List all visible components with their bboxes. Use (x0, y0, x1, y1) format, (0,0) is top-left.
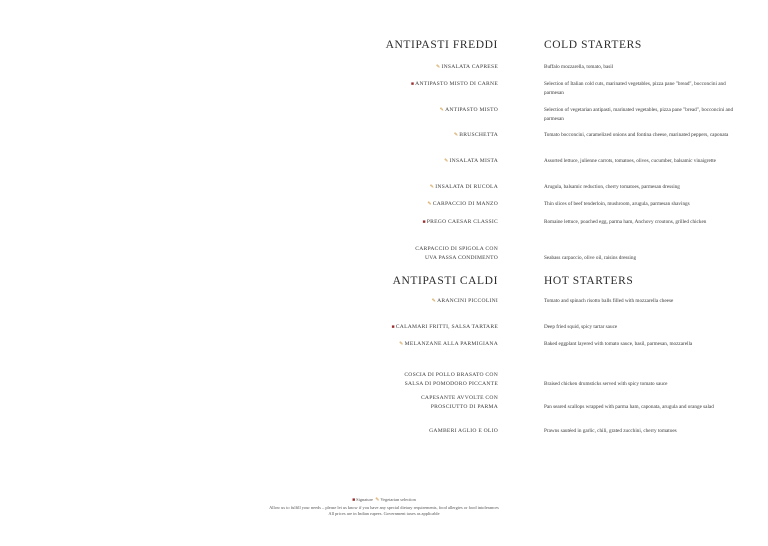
menu-item-description: Prawns sautéed in garlic, chili, grated zucchini, cherry tomatoes (544, 428, 677, 434)
fish-icon: ■ (352, 498, 356, 503)
menu-item-description: Assorted lettuce, julienne carrots, tomatoes, olives, cucumber, balsamic vinaigrette (544, 158, 716, 164)
menu-item-name: GAMBERI AGLIO E OLIO (429, 428, 498, 434)
vegetarian-icon: ✎ (429, 185, 435, 190)
menu-item-description: Deep fried squid, spicy tartar sauce (544, 324, 618, 330)
fish-icon: ■ (422, 220, 426, 225)
menu-item-description: Thin slices of beef tenderloin, mushroom, arugula, parmesan shavings (544, 201, 690, 207)
hot-starters-title-en: HOT STARTERS (544, 275, 634, 287)
menu-footer (0, 497, 768, 518)
vegetarian-icon: ✎ (431, 299, 437, 304)
menu-item-name: ■CALAMARI FRITTI, SALSA TARTARE (392, 323, 498, 333)
menu-item-description: Selection of Italian cold cuts, marinated vegetables, pizza pane "bread", bocconcini and parmesan (544, 81, 726, 96)
menu-item-description: Selection of vegetarian antipasti, marinated vegetables, pizza pane "bread", bocconcini and parmesan (544, 107, 734, 122)
menu-item-description: Romaine lettuce, poached egg, parma ham, Anchovy croutons, grilled chicken (544, 219, 707, 225)
fish-icon: ■ (410, 82, 415, 87)
menu-item-description: Arugula, balsamic reduction, cherry tomatoes, parmesan dressing (544, 184, 680, 190)
menu-item-name: CAPESANTE AVVOLTE CON PROSCIUTTO DI PARMA (420, 395, 498, 410)
menu-item-name: CARPACCIO DI SPIGOLA CON UVA PASSA CONDIMENTO (415, 246, 498, 261)
fish-icon: ■ (391, 325, 395, 330)
menu-item-description: Pan seared scallops wrapped with parma ham, caponata, arugula and orange salad (544, 403, 714, 410)
menu-item-name: ✎INSALATA CAPRESE (436, 63, 498, 73)
menu-item-description: Seabass carpaccio, olive oil, raisins dressing (544, 254, 637, 261)
vegetarian-icon: ✎ (453, 133, 459, 138)
menu-item-name: ✎MELANZANE ALLA PARMIGIANA (399, 340, 498, 350)
menu-item-description: Tomato bocconcini, caramelized onions and fontina cheese, marinated peppers, caponata (544, 132, 729, 138)
hot-starters-title-it: ANTIPASTI CALDI (392, 275, 498, 287)
cold-starters-title-it: ANTIPASTI FREDDI (385, 39, 498, 51)
menu-item-description: Braised chicken drumsticks served with spicy tomato sauce (544, 380, 668, 387)
vegetarian-icon: ✎ (436, 65, 441, 70)
menu-item-name: ✎ARANCINI PICCOLINI (432, 297, 498, 307)
menu-item-name: ✎INSALATA MISTA (444, 157, 498, 167)
cold-starters-title-en: COLD STARTERS (544, 39, 642, 51)
legend-veg-label: Vegetarian selection (380, 497, 416, 502)
vegetarian-icon: ✎ (427, 202, 432, 207)
menu-item-name: ✎CARPACCIO DI MANZO (427, 200, 498, 210)
menu-item-description: Baked eggplant layered with tomato sauce, basil, parmesan, mozzarella (544, 341, 693, 347)
menu-item-name: ■ANTIPASTO MISTO DI CARNE (411, 80, 498, 90)
footer-price-note: All prices are in Indian rupees. Government taxes as applicable (328, 511, 440, 516)
menu-item-name: ✎BRUSCHETTA (454, 131, 498, 141)
vegetarian-icon: ✎ (444, 159, 449, 164)
vegetarian-icon: ✎ (375, 498, 380, 503)
vegetarian-icon: ✎ (439, 108, 445, 113)
menu-item-name: ■PREGO CAESAR CLASSIC (423, 218, 499, 228)
menu-item-description: Buffalo mozzarella, tomato, basil (544, 64, 614, 70)
menu-item-name: ✎INSALATA DI RUCOLA (430, 183, 498, 193)
vegetarian-icon: ✎ (399, 342, 404, 347)
legend-fish-label: Signature (356, 497, 373, 502)
footer-dietary-note: Allow us to fulfill your needs – please let us know if you have any special dietary requirements, food allergies or food intolerances (269, 504, 499, 510)
menu-item-name: COSCIA DI POLLO BRASATO CON SALSA DI POMODORO PICCANTE (404, 372, 498, 387)
footer-legend (0, 497, 768, 505)
menu-item-description: Tomato and spinach risotto balls filled with mozzarella cheese (544, 298, 674, 304)
menu-item-name: ✎ANTIPASTO MISTO (440, 106, 498, 116)
